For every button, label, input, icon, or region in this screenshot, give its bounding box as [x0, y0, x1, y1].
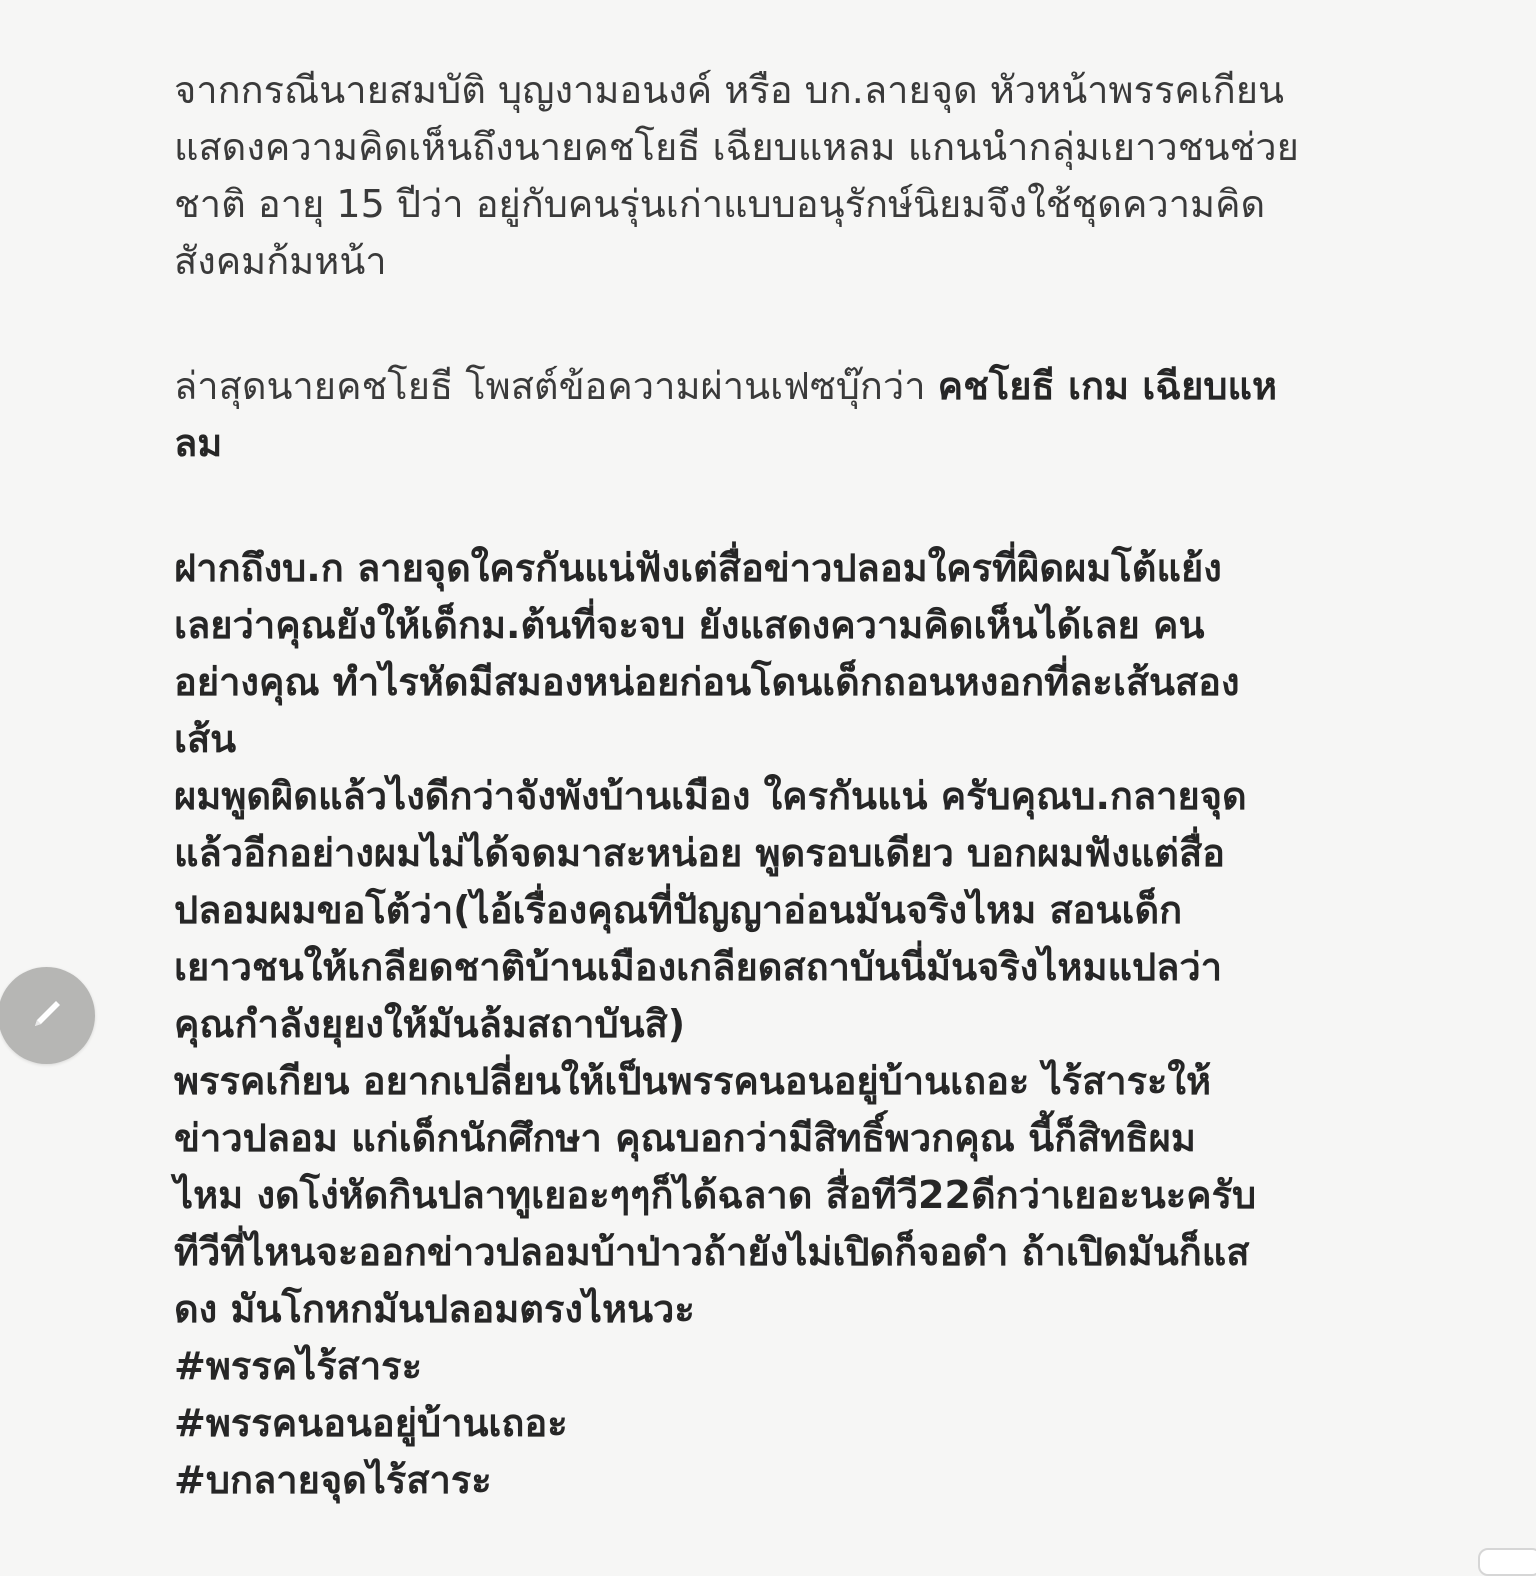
post-line: เลยว่าคุณยังให้เด็กม.ต้นที่จะจบ ยังแสดงความคิดเห็นได้เลย คน	[174, 603, 1205, 647]
pencil-icon	[25, 992, 69, 1040]
latest-paragraph	[174, 358, 1364, 472]
post-line: ไหม งดโง่หัดกินปลาทูเยอะๆๆก็ได้ฉลาด สื่อทีวี22ดีกว่าเยอะนะครับ	[174, 1173, 1257, 1217]
post-line: ดง มันโกหกมันปลอมตรงไหนวะ	[174, 1287, 695, 1331]
post-line: แล้วอีกอย่างผมไม่ได้จดมาสะหน่อย พูดรอบเดียว บอกผมฟังแต่สื่อ	[174, 831, 1225, 875]
post-line: เส้น	[174, 717, 237, 761]
post-line: พรรคเกียน อยากเปลี่ยนให้เป็นพรรคนอนอยู่บ้านเถอะ ไร้สาระให้	[174, 1059, 1212, 1103]
hashtag[interactable]: #พรรคนอนอยู่บ้านเถอะ	[174, 1401, 568, 1445]
intro-line: สังคมก้มหน้า	[174, 239, 387, 283]
quoted-facebook-post	[174, 540, 1364, 1509]
post-line: ข่าวปลอม แก่เด็กนักศึกษา คุณบอกว่ามีสิทธิ์พวกคุณ นี้ก็สิทธิผม	[174, 1116, 1196, 1160]
corner-card	[1478, 1548, 1536, 1576]
intro-line: แสดงความคิดเห็นถึงนายคชโยธี เฉียบแหลม แกนนำกลุ่มเยาวชนช่วย	[174, 125, 1299, 169]
post-line: คุณกำลังยุยงให้มันล้มสถาบันสิ)	[174, 1002, 686, 1046]
post-line: ฝากถึงบ.ก ลายจุดใครกันแน่ฟังเต่สื่อข่าวปลอมใครที่ผิดผมโต้แย้ง	[174, 546, 1222, 590]
facebook-name-continued: ลม	[174, 421, 223, 465]
intro-line: ชาติ อายุ 15 ปีว่า อยู่กับคนรุ่นเก่าแบบอนุรักษ์นิยมจึงใช้ชุดความคิด	[174, 182, 1266, 226]
hashtag[interactable]: #พรรคไร้สาระ	[174, 1344, 423, 1388]
intro-paragraph	[174, 62, 1364, 290]
post-line: ทีวีที่ไหนจะออกข่าวปลอมบ้าป่าวถ้ายังไม่เปิดก็จอดำ ถ้าเปิดมันก็แส	[174, 1230, 1250, 1274]
latest-prefix: ล่าสุดนายคชโยธี โพสต์ข้อความผ่านเฟซบุ๊กว่า	[174, 364, 938, 408]
hashtag[interactable]: #บกลายจุดไร้สาระ	[174, 1458, 492, 1502]
edit-button[interactable]	[0, 967, 95, 1064]
post-line: เยาวชนให้เกลียดชาติบ้านเมืองเกลียดสถาบันนี่มันจริงไหมแปลว่า	[174, 945, 1223, 989]
facebook-name: คชโยธี เกม เฉียบแห	[937, 364, 1278, 408]
post-line: ปลอมผมขอโต้ว่า(ไอ้เรื่องคุณที่ปัญญาอ่อนมันจริงไหม สอนเด็ก	[174, 888, 1183, 932]
intro-line: จากกรณีนายสมบัติ บุญงามอนงค์ หรือ บก.ลายจุด หัวหน้าพรรคเกียน	[174, 68, 1285, 112]
article-body	[174, 62, 1364, 1509]
post-line: ผมพูดผิดแล้วไงดีกว่าจังพังบ้านเมือง ใครกันแน่ ครับคุณบ.กลายจุด	[174, 774, 1247, 818]
post-line: อย่างคุณ ทำไรหัดมีสมองหน่อยก่อนโดนเด็กถอนหงอกที่ละเส้นสอง	[174, 660, 1240, 704]
